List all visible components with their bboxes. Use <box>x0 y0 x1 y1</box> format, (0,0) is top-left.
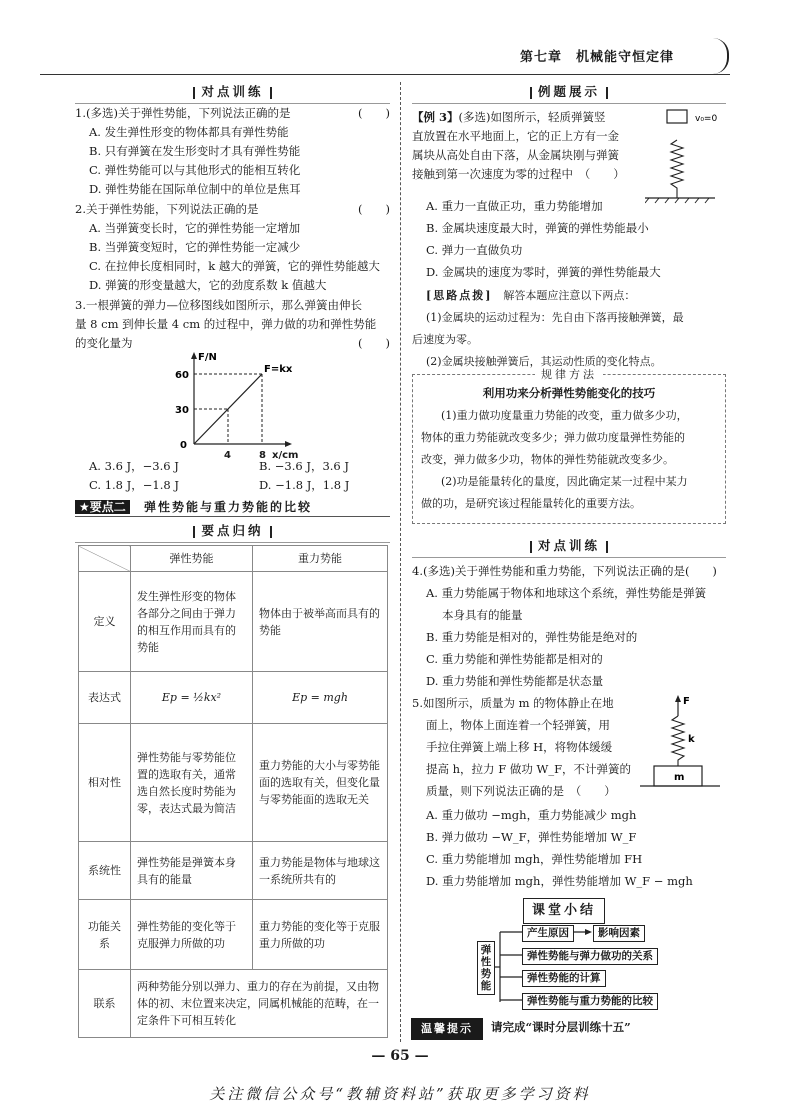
question-3 <box>75 296 390 353</box>
table-row <box>79 672 388 724</box>
option-a: A. 重力势能属于物体和地球这个系统，弹性势能是弹簧 <box>426 586 707 600</box>
question-1 <box>75 104 390 199</box>
question-line: 量 8 cm 到伸长量 4 cm 的过程中，弹力做的功和弹性势能 <box>75 317 377 331</box>
hint-line: 后速度为零。 <box>412 333 478 346</box>
question-line: 面上，物体上面连着一个轻弹簧，用 <box>426 718 610 732</box>
section-title: 例题展示 <box>537 84 600 99</box>
option-c: C. 弹力一直做负功 <box>426 243 523 257</box>
question-stem: 4.(多选)关于弹性势能和重力势能，下列说法正确的是( ) <box>412 564 717 578</box>
left-section1-header <box>75 82 390 104</box>
table-cell: 重力势能的变化等于克服重力所做的功 <box>253 900 388 970</box>
table-cell: 物体由于被举高而具有的势能 <box>253 572 388 672</box>
table-row <box>79 572 388 672</box>
keypoint-tag: ★要点二 <box>75 500 130 514</box>
rules-line: (1)重力做功度量重力势能的改变，重力做多少功， <box>441 408 688 422</box>
example-line: 接触到第一次速度为零的过程中 （ ） <box>412 167 625 181</box>
option-b: B. 弹力做功 −W_F，弹性势能增加 W_F <box>426 830 637 844</box>
example-tag: 【例 3】 <box>412 110 459 124</box>
initial-velocity-label: v₀=0 <box>695 114 718 124</box>
force-displacement-graph <box>170 350 300 450</box>
force-label: F <box>683 696 690 707</box>
option-a: A. 重力做功 −mgh，重力势能减少 mgh <box>426 808 637 822</box>
mindmap-branch: 弹性势能与弹力做功的关系 <box>522 948 658 965</box>
question-stem: 1.(多选)关于弹性势能，下列说法正确的是 <box>75 106 291 120</box>
x-tick: 4 <box>224 450 231 461</box>
y-axis-arrow <box>191 352 197 359</box>
table-row <box>79 970 388 1038</box>
table-header: 重力势能 <box>253 546 388 572</box>
option-b: B. 重力势能是相对的，弹性势能是绝对的 <box>426 630 638 644</box>
option-c: C. 在拉伸长度相同时，k 越大的弹簧，它的弹性势能越大 <box>89 259 380 273</box>
tip-tag: 温馨提示 <box>411 1018 483 1040</box>
example-line: 属块从高处自由下落，从金属块刚与弹簧 <box>412 148 619 162</box>
tip-text: 请完成“课时分层训练十五” <box>491 1020 631 1034</box>
table-header: 弹性势能 <box>131 546 253 572</box>
question-stem: 2.关于弹性势能，下列说法正确的是 <box>75 202 259 216</box>
question-5 <box>412 692 652 802</box>
question-line: 5.如图所示，质量为 m 的物体静止在地 <box>412 696 614 710</box>
rules-line: 改变，弹力做多少功，物体的弹性势能就改变多少。 <box>421 452 674 466</box>
footer-note: 关注微信公众号“教辅资料站”获取更多学习资料 <box>209 1085 591 1103</box>
section-title: 对点训练 <box>201 84 264 99</box>
x-axis-arrow <box>285 441 292 447</box>
spring <box>672 716 684 766</box>
y-tick: 30 <box>175 405 189 416</box>
rules-line: (2)功是能量转化的量度，因此确定某一过程中某力 <box>441 474 688 488</box>
option-c: C. 弹性势能可以与其他形式的能相互转化 <box>89 163 301 177</box>
mindmap-branch: 弹性势能与重力势能的比较 <box>522 993 658 1010</box>
question-5-options <box>426 804 726 892</box>
spring-constant-label: k <box>688 734 695 745</box>
keypoint-rule <box>75 516 390 517</box>
question-3-options <box>89 457 389 495</box>
example-options <box>426 195 726 283</box>
option-b: B. −3.6 J，3.6 J <box>259 459 350 473</box>
example-line: (多选)如图所示，轻质弹簧竖 <box>458 110 606 124</box>
option-d: D. 重力势能增加 mgh，弹性势能增加 W_F − mgh <box>426 874 693 888</box>
right-section1-header <box>412 82 726 104</box>
option-d: D. 弹簧的形变量越大，它的劲度系数 k 值越大 <box>89 278 327 292</box>
summary-title: 课堂小结 <box>523 898 605 924</box>
mindmap-cause: 产生原因 <box>522 925 574 942</box>
row-label: 表达式 <box>79 672 131 724</box>
option-a: A. 发生弹性形变的物体都具有弹性势能 <box>89 125 289 139</box>
table-row <box>79 900 388 970</box>
x-axis-label: x/cm <box>272 450 299 461</box>
page-number: — 65 — <box>371 1048 429 1064</box>
mindmap-root: 弹性势能 <box>477 941 495 995</box>
force-arrowhead <box>675 695 681 702</box>
mass-spring-figure <box>640 694 730 792</box>
option-b: B. 只有弹簧在发生形变时才具有弹性势能 <box>89 144 301 158</box>
formula-elastic: Ep = ½kx² <box>131 672 253 724</box>
hint-line: (2)金属块接触弹簧后，其运动性质的变化特点。 <box>426 355 662 368</box>
mass-label: m <box>674 772 685 783</box>
keypoint-heading <box>75 498 312 517</box>
line-label: F=kx <box>264 364 293 375</box>
metal-block <box>667 110 687 123</box>
option-a: A. 3.6 J，−3.6 J <box>89 459 179 473</box>
question-line: 3.一根弹簧的弹力—位移图线如图所示，那么弹簧由伸长 <box>75 298 362 312</box>
rules-head: 规律方法 <box>535 368 603 381</box>
option-b: B. 当弹簧变短时，它的弹性势能一定减少 <box>89 240 301 254</box>
header-bracket-decoration <box>713 38 729 74</box>
mindmap-factors: 影响因素 <box>593 925 645 942</box>
question-4 <box>412 560 728 692</box>
table-corner <box>79 546 131 572</box>
table-cell: 重力势能是物体与地球这一系统所共有的 <box>253 842 388 900</box>
answer-paren: ( ) <box>358 202 390 216</box>
row-label: 联系 <box>79 970 131 1038</box>
comparison-table <box>78 545 388 1038</box>
option-b: B. 金属块速度最大时，弹簧的弹性势能最小 <box>426 221 649 235</box>
table-cell: 重力势能的大小与零势能面的选取有关，但变化量与零势能面的选取无关 <box>253 724 388 842</box>
table-row <box>79 842 388 900</box>
question-2 <box>75 200 390 295</box>
section-title: 对点训练 <box>537 538 600 553</box>
mindmap-branch: 弹性势能的计算 <box>522 970 606 987</box>
rules-title: 利用功来分析弹性势能变化的技巧 <box>482 386 656 401</box>
origin-label: 0 <box>180 440 187 450</box>
question-line: 提高 h，拉力 F 做功 W_F，不计弹簧的 <box>426 762 632 776</box>
example-3 <box>412 108 652 184</box>
rules-box <box>412 368 726 524</box>
section-title: 要点归纳 <box>201 523 264 538</box>
option-d: D. 重力势能和弹性势能都是状态量 <box>426 674 604 688</box>
table-cell: 两种势能分别以弹力、重力的存在为前提，又由物体的初、末位置来决定，同属机械能的范畴，在一定条件下可相互转化 <box>131 970 388 1038</box>
right-section2-header <box>412 536 726 558</box>
option-d: D. 金属块的速度为零时，弹簧的弹性势能最大 <box>426 265 661 279</box>
rules-line: 物体的重力势能就改变多少；弹力做功度量弹性势能的 <box>421 430 685 444</box>
column-divider <box>400 82 401 1042</box>
formula-gravity: Ep = mgh <box>253 672 388 724</box>
hint-line: (1)金属块的运动过程为：先自由下落再接触弹簧，最 <box>426 311 684 324</box>
option-a: A. 重力一直做正功，重力势能增加 <box>426 199 603 213</box>
question-line: 质量，则下列说法正确的是 （ ） <box>426 784 616 798</box>
y-axis-label: F/N <box>198 352 217 363</box>
cause-arrow <box>585 929 592 935</box>
hint-intro: 解答本题应注意以下两点： <box>503 289 636 302</box>
question-line: 手拉住弹簧上端上移 H，将物体缓缓 <box>426 740 613 754</box>
left-section2-header <box>75 521 390 543</box>
spring <box>671 140 683 198</box>
option-d: D. 弹性势能在国际单位制中的单位是焦耳 <box>89 182 301 196</box>
x-tick: 8 <box>259 450 266 461</box>
rules-line: 做的功，是研究该过程能量转化的重要方法。 <box>421 496 641 510</box>
table-cell: 弹性势能与零势能位置的选取有关，通常选自然长度时势能为零，表达式最为简洁 <box>131 724 253 842</box>
table-cell: 发生弹性形变的物体各部分之间由于弹力的相互作用而具有的势能 <box>131 572 253 672</box>
option-c: C. 1.8 J，−1.8 J <box>89 478 179 492</box>
y-tick: 60 <box>175 370 189 381</box>
option-d: D. −1.8 J，1.8 J <box>259 478 350 492</box>
row-label: 相对性 <box>79 724 131 842</box>
option-a-cont: 本身具有的能量 <box>442 608 523 622</box>
answer-paren: ( ) <box>358 106 390 120</box>
example-line: 直放置在水平地面上，它的正上方有一金 <box>412 129 619 143</box>
thinking-hint <box>412 285 728 373</box>
chapter-title: 第七章 机械能守恒定律 <box>520 50 675 65</box>
option-c: C. 重力势能增加 mgh，弹性势能增加 FH <box>426 852 643 866</box>
row-label: 定义 <box>79 572 131 672</box>
header-rule <box>40 74 730 75</box>
question-line: 的变化量为 <box>75 336 133 350</box>
option-a: A. 当弹簧变长时，它的弹性势能一定增加 <box>89 221 301 235</box>
table-row <box>79 724 388 842</box>
option-c: C. 重力势能和弹性势能都是相对的 <box>426 652 603 666</box>
table-cell: 弹性势能是弹簧本身具有的能量 <box>131 842 253 900</box>
warm-tip <box>411 1018 727 1040</box>
row-label: 系统性 <box>79 842 131 900</box>
table-cell: 弹性势能的变化等于克服弹力所做的功 <box>131 900 253 970</box>
answer-paren: ( ) <box>358 336 390 350</box>
hint-tag: [思路点拨] <box>426 289 493 302</box>
spring-block-figure <box>645 106 730 206</box>
row-label: 功能关系 <box>79 900 131 970</box>
keypoint-title: 弹性势能与重力势能的比较 <box>143 500 312 514</box>
